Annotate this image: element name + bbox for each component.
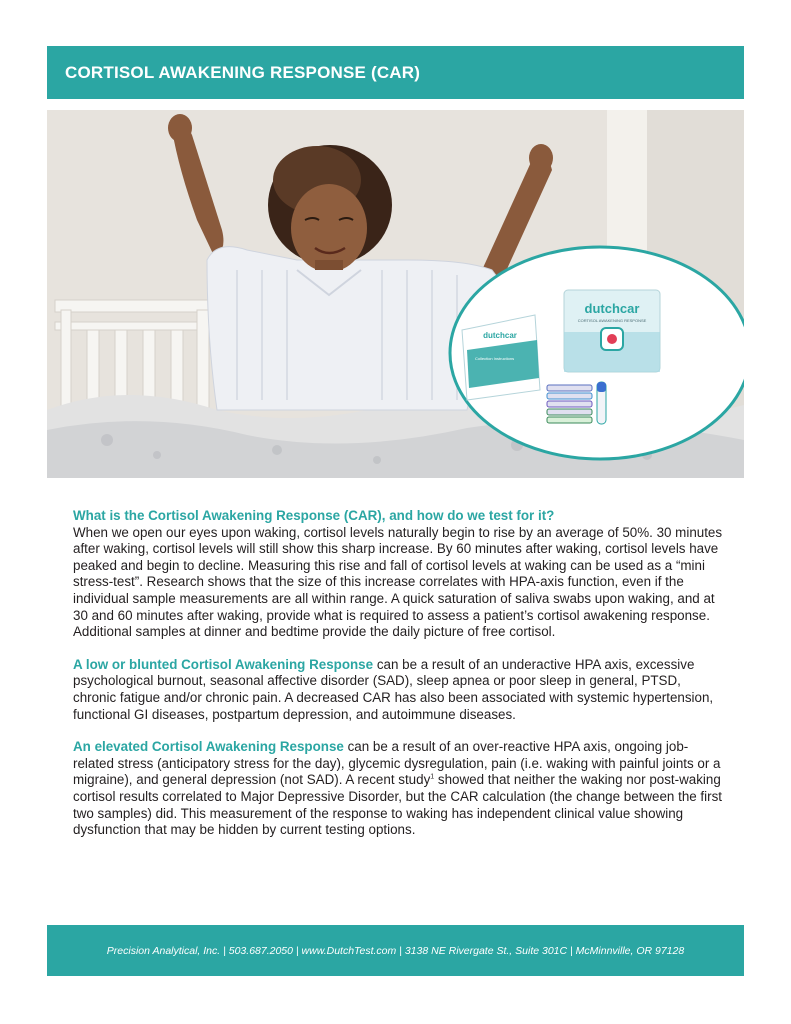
section-text: showed that neither the waking nor post-waking cortisol results correlated to Major Depressive Disorder, but the CAR calculation (the change between the first two samples) did. This measurement of the response to waking has independent clinical value showing dysfunction that may be hidden by current testing options. [73,772,723,838]
section-text: can be a result of an over-reactive HPA axis, ongoing job-related stress (anticipatory stress for the day), glycemic dysregulation, pain (i.e. waking with painful joints or a migraine), and general depression (not SAD). A recent study [73,739,721,788]
instruction-card [462,315,540,400]
box-subtitle: CORTISOL AWAKENING RESPONSE [577,318,647,323]
card-brand: dutchcar [483,331,517,340]
section-text: When we open our eyes upon waking, cortisol levels naturally begin to rise by an average of 50%. 30 minutes after waking, cortisol levels will still show this sharp increase. By 60 minutes after waking, cortisol levels have peaked and begin to decline. Measuring this rise and fall of cortisol levels at waking can be used as a “mini stress-test”. Research shows that the size of this increase correlates with HPA-axis function, even if the individual sample measurements are all within range. A quick saturation of saliva swabs upon waking, and at 30 and 60 minutes after waking, provide what is required to assess a patient’s cortisol awakening response. Additional samples at dinner and bedtime provide the daily picture of free cortisol. [73,524,723,640]
article-body [73,508,723,855]
hero-illustration [47,110,744,478]
card-heading: Collection Instructions [475,356,515,361]
page-title: CORTISOL AWAKENING RESPONSE (CAR) [65,62,421,82]
section-heading: What is the Cortisol Awakening Response (CAR), and how do we test for it? [73,508,555,523]
hero-image [47,110,744,478]
header-bar [47,46,744,99]
footer-bar [47,925,744,976]
section-elevated-car [73,739,723,839]
section-text: can be a result of an underactive HPA axis, excessive psychological burnout, seasonal affective disorder (SAD), sleep apnea or poor sleep in general, PTSD, chronic fatigue and/or chronic pain. A decreased CAR has also been associated with systemic hypertension, functional GI diseases, postpartum depression, and autoimmune diseases. [73,656,714,722]
box-brand: dutchcar [584,301,640,316]
section-what-is-car [73,508,723,641]
dutch-car-box [564,290,660,372]
footer-contact: Precision Analytical, Inc. | 503.687.2050 | www.DutchTest.com | 3138 NE Rivergate St., Suite 301C | McMinnville, OR 97128 [106,944,685,957]
section-lead: A low or blunted Cortisol Awakening Response [73,656,374,672]
footnote-marker: 1 [430,773,435,781]
section-lead: An elevated Cortisol Awakening Response [73,739,344,755]
section-low-car [73,657,723,723]
saliva-tubes [547,382,606,424]
